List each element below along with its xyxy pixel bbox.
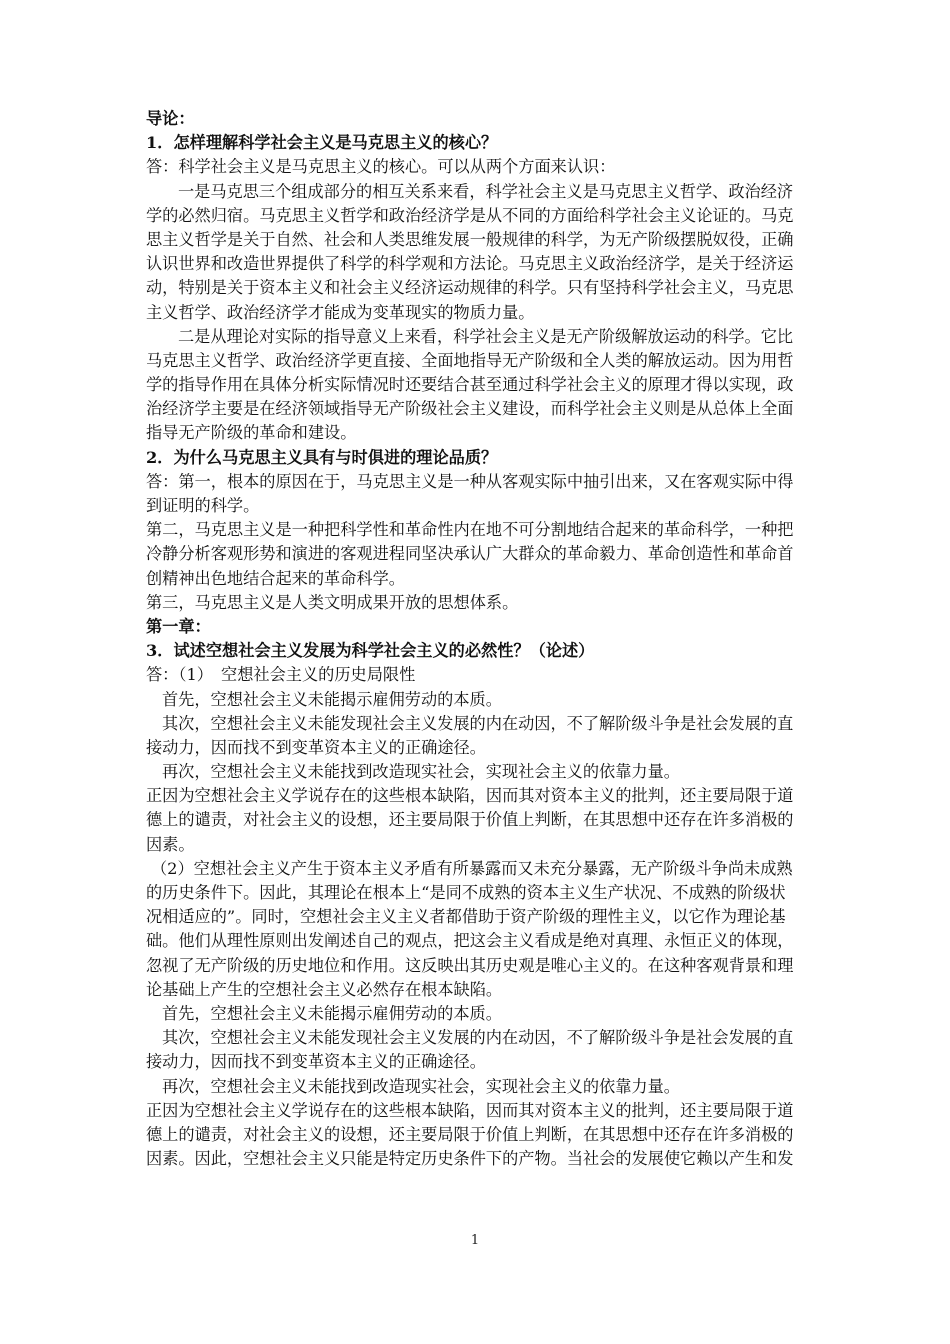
text-line: 接动力，因而找不到变革资本主义的正确途径。 (146, 1052, 486, 1072)
text-line: 况相适应的”。同时，空想社会主义主义者都借助于资产阶级的理性主义，以它作为理论基 (146, 907, 786, 927)
text-line: 马克思主义哲学、政治经济学更直接、全面地指导无产阶级和全人类的解放运动。因为用哲 (146, 350, 794, 370)
text-line: 因素。因此，空想社会主义只能是特定历史条件下的产物。当社会的发展使它赖以产生和发 (146, 1149, 794, 1169)
text-line: 再次，空想社会主义未能找到改造现实社会，实现社会主义的依靠力量。 (162, 1076, 680, 1096)
text-line: 二是从理论对实际的指导意义上来看，科学社会主义是无产阶级解放运动的科学。它比 (178, 326, 794, 346)
section-heading: 第一章： (146, 616, 211, 636)
text-line: 答：科学社会主义是马克思主义的核心。可以从两个方面来认识： (146, 157, 616, 177)
text-line: 到证明的科学。 (146, 496, 260, 515)
text-line: 答：第一，根本的原因在于，马克思主义是一种从客观实际中抽引出来，又在客观实际中得 (146, 471, 794, 491)
text-line: 第二，马克思主义是一种把科学性和革命性内在地不可分割地结合起来的革命科学，一种把 (146, 520, 794, 540)
text-line: 接动力，因而找不到变革资本主义的正确途径。 (146, 737, 486, 757)
text-line: 础。他们从理性原则出发阐述自己的观点，把这会主义看成是绝对真理、永恒正义的体现， (146, 931, 794, 951)
document-body (146, 107, 814, 1171)
text-line: 首先，空想社会主义未能揭示雇佣劳动的本质。 (162, 689, 502, 709)
text-line: 思主义哲学是关于自然、社会和人类思维发展一般规律的科学，为无产阶级摆脱奴役，正确 (146, 229, 794, 249)
text-line: 答：（1） 空想社会主义的历史局限性 (146, 665, 416, 685)
text-line: （2）空想社会主义产生于资本主义矛盾有所暴露而又未充分暴露，无产阶级斗争尚未成熟 (151, 858, 793, 878)
text-line: 忽视了无产阶级的历史地位和作用。这反映出其历史观是唯心主义的。在这种客观背景和理 (146, 955, 794, 975)
text-line: 再次，空想社会主义未能找到改造现实社会，实现社会主义的依靠力量。 (162, 762, 680, 782)
text-line: 论基础上产生的空想社会主义必然存在根本缺陷。 (146, 979, 503, 999)
section-heading: 1．怎样理解科学社会主义是马克思主义的核心？ (146, 133, 498, 153)
text-line: 一是马克思三个组成部分的相互关系来看，科学社会主义是马克思主义哲学、政治经济 (178, 181, 794, 201)
section-heading: 2．为什么马克思主义具有与时俱进的理论品质？ (146, 447, 498, 467)
text-line: 其次，空想社会主义未能发现社会主义发展的内在动因，不了解阶级斗争是社会发展的直 (162, 1028, 794, 1048)
text-line: 学的必然归宿。马克思主义哲学和政治经济学是从不同的方面给科学社会主义论证的。马克 (146, 205, 794, 225)
section-heading: 导论： (146, 109, 195, 128)
text-line: 冷静分析客观形势和演进的客观进程同坚决承认广大群众的革命毅力、革命创造性和革命首 (146, 544, 794, 564)
text-line: 正因为空想社会主义学说存在的这些根本缺陷，因而其对资本主义的批判，还主要局限于道 (146, 1100, 794, 1120)
text-line: 主义哲学、政治经济学才能成为变革现实的物质力量。 (146, 302, 535, 322)
text-line: 第三，马克思主义是人类文明成果开放的思想体系。 (146, 592, 519, 612)
text-line: 德上的谴责，对社会主义的设想，还主要局限于价值上判断，在其思想中还存在许多消极的 (146, 1124, 794, 1144)
text-line: 首先，空想社会主义未能揭示雇佣劳动的本质。 (162, 1003, 502, 1023)
text-line: 治经济学主要是在经济领域指导无产阶级社会主义建设，而科学社会主义则是从总体上全面 (146, 399, 794, 419)
text-line: 动，特别是关于资本主义和社会主义经济运动规律的科学。只有坚持科学社会主义，马克思 (146, 278, 794, 298)
text-line: 的历史条件下。因此，其理论在根本上“是同不成熟的资本主义生产状况、不成熟的阶级状 (146, 883, 786, 902)
text-line: 认识世界和改造世界提供了科学的科学观和方法论。马克思主义政治经济学，是关于经济运 (146, 254, 794, 274)
page-number: 1 (470, 1233, 480, 1248)
text-line: 学的指导作用在具体分析实际情况时还要结合甚至通过科学社会主义的原理才得以实现，政 (146, 375, 794, 395)
text-line: 正因为空想社会主义学说存在的这些根本缺陷，因而其对资本主义的批判，还主要局限于道 (146, 786, 794, 806)
text-line: 创精神出色地结合起来的革命科学。 (146, 568, 405, 588)
text-line: 指导无产阶级的革命和建设。 (146, 423, 357, 443)
text-line: 因素。 (146, 834, 195, 854)
section-heading: 3．试述空想社会主义发展为科学社会主义的必然性？（论述） (146, 641, 595, 661)
text-line: 其次，空想社会主义未能发现社会主义发展的内在动因，不了解阶级斗争是社会发展的直 (162, 713, 794, 733)
text-line: 德上的谴责，对社会主义的设想，还主要局限于价值上判断，在其思想中还存在许多消极的 (146, 810, 794, 830)
